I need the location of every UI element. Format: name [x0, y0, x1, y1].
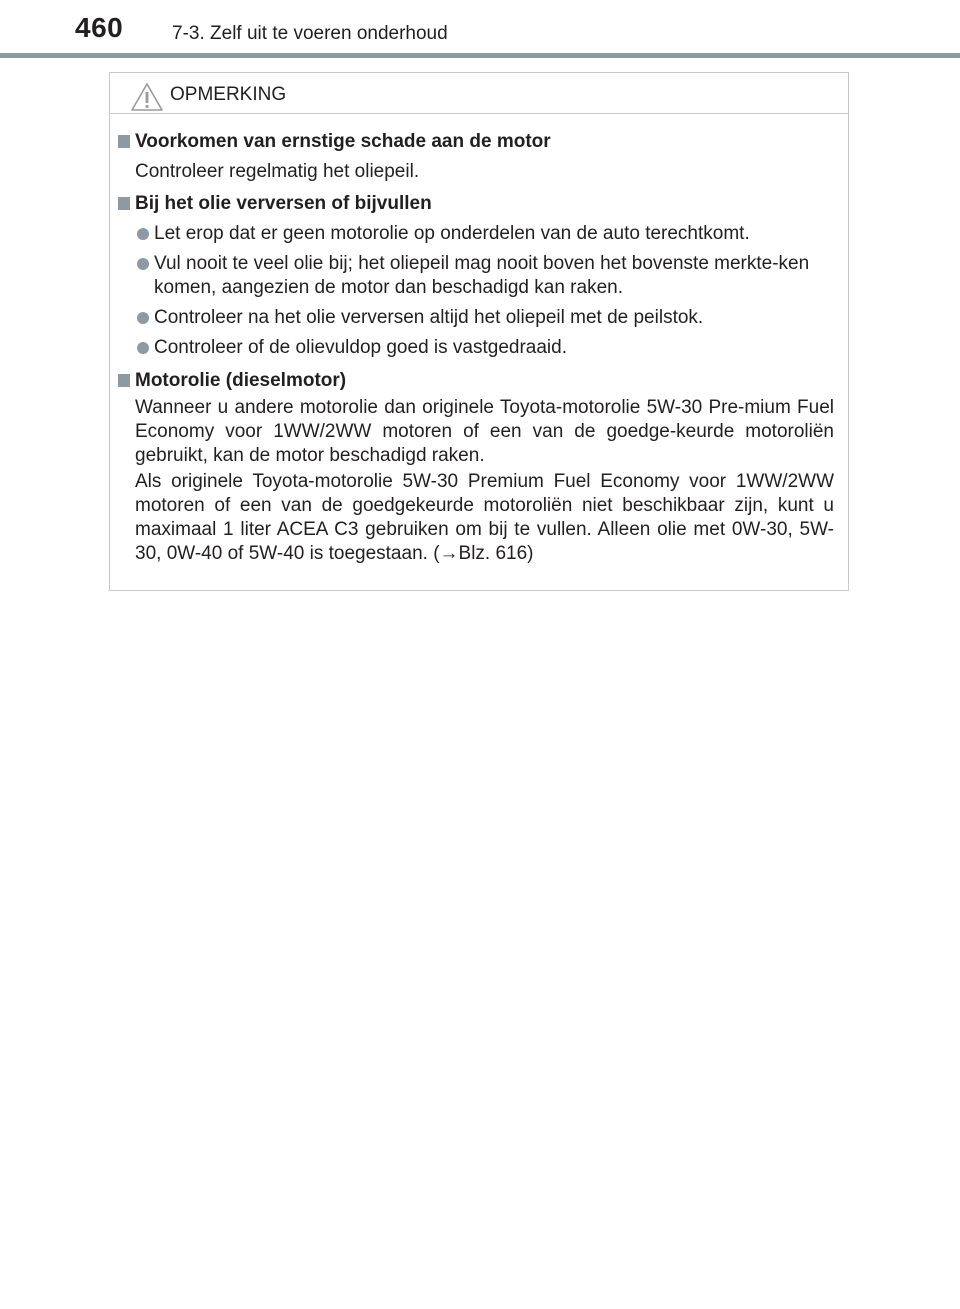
section-heading: [110, 366, 848, 396]
section-heading: [110, 189, 848, 219]
list-item-text: Controleer of de olievuldop goed is vastgedraaid.: [154, 337, 567, 358]
list-item-text: Controleer na het olie verversen altijd het oliepeil met de peilstok.: [154, 307, 704, 328]
section-heading: [110, 127, 848, 157]
square-bullet-icon: [118, 135, 130, 148]
round-bullet-icon: [137, 258, 149, 270]
list-item: [110, 252, 848, 300]
note-box: [109, 72, 849, 591]
round-bullet-icon: [137, 342, 149, 354]
page-header: [0, 0, 960, 60]
section-heading-text: Bij het olie verversen of bijvullen: [135, 193, 432, 214]
section-paragraph: Als originele Toyota-motorolie 5W-30 Premium Fuel Economy voor 1WW/2WW motoren of een van de goedgekeurde motoroliën niet beschikbaar zijn, kunt u maximaal 1 liter ACEA C3 gebruiken om bij te vullen. Alleen olie met 0W-30, 5W-30, 0W-40 of 5W-40 is toegestaan. (→Blz. 616): [135, 471, 834, 564]
section-paragraph: Wanneer u andere motorolie dan originele Toyota-motorolie 5W-30 Pre-mium Fuel Economy voor 1WW/2WW motoren of een van de goedge-keurde motoroliën gebruikt, kan de motor beschadigd raken.: [135, 397, 834, 466]
section-text: Controleer regelmatig het oliepeil.: [135, 161, 420, 182]
list-item: [110, 336, 848, 360]
list-item-text: Vul nooit te veel olie bij; het oliepeil mag nooit boven het bovenste merkte-ken komen, aangezien de motor dan beschadigd kan raken.: [154, 253, 810, 298]
warning-triangle-icon: [130, 82, 164, 112]
list-item-text: Let erop dat er geen motorolie op onderdelen van de auto terechtkomt.: [154, 223, 750, 244]
section-title: 7-3. Zelf uit te voeren onderhoud: [172, 23, 448, 44]
page-number: 460: [75, 12, 124, 43]
list-item: [110, 306, 848, 330]
square-bullet-icon: [118, 197, 130, 210]
note-content: [110, 127, 848, 568]
section-heading-text: Voorkomen van ernstige schade aan de motor: [135, 131, 551, 152]
header-divider: [0, 53, 960, 58]
round-bullet-icon: [137, 228, 149, 240]
note-header: [110, 73, 848, 114]
square-bullet-icon: [118, 374, 130, 387]
section-heading-text: Motorolie (dieselmotor): [135, 370, 347, 391]
round-bullet-icon: [137, 312, 149, 324]
list-item: [110, 222, 848, 246]
note-title: OPMERKING: [170, 84, 287, 105]
